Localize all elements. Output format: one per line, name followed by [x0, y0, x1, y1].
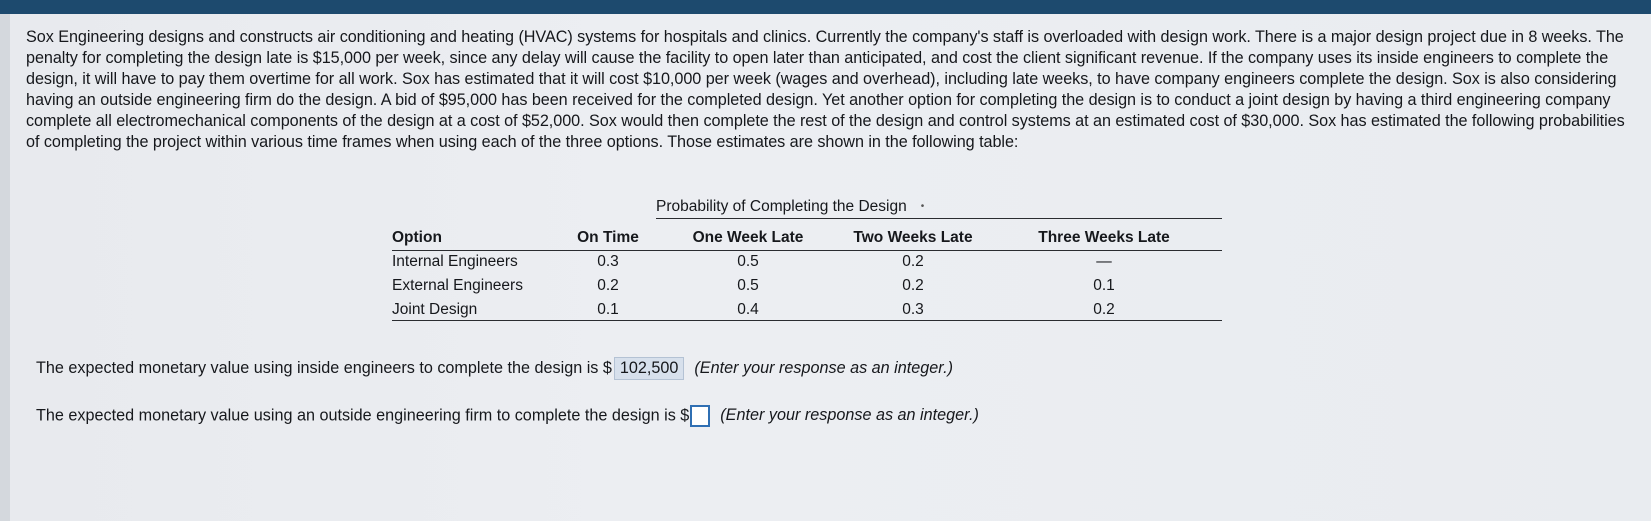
table-group-header [656, 198, 924, 216]
table-cell: 0.1 [1093, 277, 1115, 294]
col-header-option: Option [392, 229, 442, 246]
problem-text: Sox Engineering designs and constructs air conditioning and heating (HVAC) systems for hospitals and clinics. Currently the company's staff is overloaded with design work. There is a major design project due in 8 weeks. The penalty for completing the design late is $15,000 per week, since any delay will cause the facility to open later than anticipated, and cost the client significant revenue. If the company uses its inside engineers to complete the design, it will have to pay them overtime for all work. Sox has estimated that it will cost $10,000 per week (wages and overhead), including late weeks, to have company engineers complete the design. Sox is also considering having an outside engineering firm do the design. A bid of $95,000 has been received for the completed design. Yet another option for completing the design is to conduct a joint design by having a third engineering company complete all electromechanical components of the design at a cost of $52,000. Sox would then complete the rest of the design and control systems at an estimated cost of $30,000. Sox has estimated the following probabilities of completing the project within various time frames when using each of the three options. Those estimates are shown in the following table: [26, 28, 1625, 151]
question-text: The expected monetary value using an outside engineering firm to complete the design is $ [36, 406, 690, 425]
group-header-label: Probability of Completing the Design [656, 198, 907, 215]
dot-icon: • [920, 201, 925, 213]
row-label: External Engineers [392, 277, 523, 294]
table-cell: 0.2 [597, 277, 619, 294]
table-header-row [392, 226, 1210, 250]
table-cell: 0.5 [737, 277, 759, 294]
table-cell: — [1096, 253, 1112, 270]
col-header-one-week-late: One Week Late [692, 229, 804, 246]
table-cell: 0.3 [902, 301, 924, 318]
table-cell: 0.5 [737, 253, 759, 270]
row-label: Joint Design [392, 301, 478, 318]
options-table [392, 226, 1210, 322]
group-header-rule [656, 218, 1222, 219]
table-cell: 0.2 [902, 253, 924, 270]
question-inside-engineers [36, 357, 953, 380]
answer-hint: (Enter your response as an integer.) [694, 359, 953, 377]
top-bar [0, 0, 1651, 14]
col-header-on-time: On Time [577, 229, 639, 246]
question-text: The expected monetary value using inside engineers to complete the design is $ [36, 359, 612, 377]
question-outside-firm [36, 405, 979, 427]
left-margin [0, 14, 10, 521]
answer-hint: (Enter your response as an integer.) [720, 406, 979, 425]
problem-statement [26, 27, 1626, 153]
col-header-two-weeks-late: Two Weeks Late [853, 229, 973, 246]
outside-firm-answer-input[interactable] [690, 405, 710, 427]
table-row [392, 274, 1210, 298]
row-label: Internal Engineers [392, 253, 518, 270]
inside-engineers-answer[interactable]: 102,500 [614, 357, 685, 380]
table-cell: 0.2 [1093, 301, 1115, 318]
table-row [392, 298, 1210, 322]
col-header-three-weeks-late: Three Weeks Late [1038, 229, 1170, 246]
table-row [392, 250, 1210, 274]
table-cell: 0.1 [597, 301, 619, 318]
table-cell: 0.3 [597, 253, 619, 270]
table-cell: 0.4 [737, 301, 759, 318]
table-cell: 0.2 [902, 277, 924, 294]
